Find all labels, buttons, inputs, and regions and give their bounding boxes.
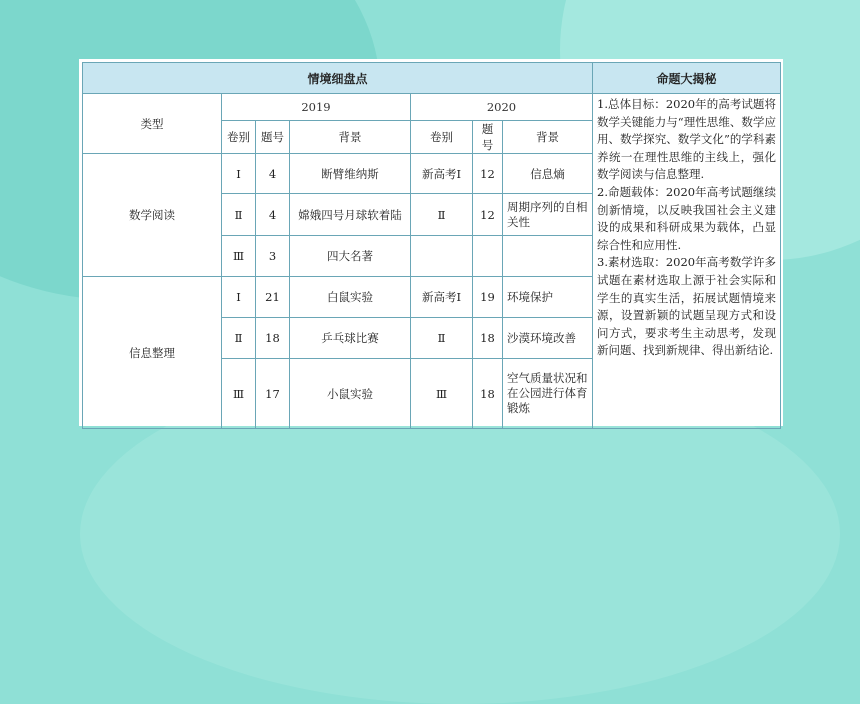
- year-2019-header: 2019: [222, 94, 411, 121]
- table-cell: 白鼠实验: [290, 277, 411, 318]
- table-cell: Ⅰ: [222, 277, 256, 318]
- table-cell: [473, 236, 503, 277]
- table-cell: 4: [256, 194, 290, 236]
- type-cell: 信息整理: [83, 277, 222, 429]
- table-cell: 空气质量状况和在公园进行体育锻炼: [503, 359, 593, 429]
- table-cell: Ⅲ: [411, 359, 473, 429]
- table-cell: 12: [473, 154, 503, 194]
- table-cell: 18: [473, 359, 503, 429]
- table-cell: [503, 236, 593, 277]
- table-cell: 新高考Ⅰ: [411, 277, 473, 318]
- content-panel: [79, 59, 783, 426]
- proposition-header: 命题大揭秘: [593, 63, 781, 94]
- table-cell: 断臂维纳斯: [290, 154, 411, 194]
- table-cell: 18: [473, 318, 503, 359]
- juanbie-header-2019: 卷别: [222, 121, 256, 154]
- table-cell: 信息熵: [503, 154, 593, 194]
- beijing-header-2020: 背景: [503, 121, 593, 154]
- note-3: 3.素材选取：2020年高考数学许多试题在素材选取上源于社会实际和学生的真实生活，拓展试题情境来源，设置新颖的试题呈现方式和设问方式，要求考生主动思考，发现新问题、找到新规律、得出新结论.: [597, 255, 776, 358]
- table-cell: 19: [473, 277, 503, 318]
- table-cell: [411, 236, 473, 277]
- info-table: [82, 62, 781, 429]
- table-cell: Ⅲ: [222, 359, 256, 429]
- type-column-header: 类型: [83, 94, 222, 154]
- table-cell: 18: [256, 318, 290, 359]
- note-1: 1.总体目标：2020年的高考试题将数学关键能力与“理性思维、数学应用、数学探究、数学文化”的学科素养统一在理性思维的主线上，强化数学阅读与信息整理.: [597, 97, 776, 182]
- juanbie-header-2020: 卷别: [411, 121, 473, 154]
- beijing-header-2019: 背景: [290, 121, 411, 154]
- table-cell: 环境保护: [503, 277, 593, 318]
- note-2: 2.命题载体：2020年高考试题继续创新情境，以反映我国社会主义建设的成果和科研成果为载体，凸显综合性和应用性.: [597, 184, 776, 252]
- table-cell: Ⅱ: [222, 194, 256, 236]
- table-cell: 小鼠实验: [290, 359, 411, 429]
- year-2020-header: 2020: [411, 94, 593, 121]
- table-cell: 周期序列的自相关性: [503, 194, 593, 236]
- table-cell: Ⅱ: [411, 194, 473, 236]
- table-cell: 17: [256, 359, 290, 429]
- table-cell: 沙漠环境改善: [503, 318, 593, 359]
- proposition-notes: [593, 94, 781, 429]
- tihao-header-2019: 题号: [256, 121, 290, 154]
- table-cell: Ⅰ: [222, 154, 256, 194]
- table-cell: 4: [256, 154, 290, 194]
- table-cell: Ⅱ: [411, 318, 473, 359]
- tihao-header-2020: 题号: [473, 121, 503, 154]
- table-cell: 3: [256, 236, 290, 277]
- table-cell: 12: [473, 194, 503, 236]
- type-cell: 数学阅读: [83, 154, 222, 277]
- situation-header: 情境细盘点: [83, 63, 593, 94]
- table-cell: Ⅲ: [222, 236, 256, 277]
- table-cell: 21: [256, 277, 290, 318]
- table-cell: 乒乓球比赛: [290, 318, 411, 359]
- table-cell: 四大名著: [290, 236, 411, 277]
- table-cell: Ⅱ: [222, 318, 256, 359]
- table-cell: 嫦娥四号月球软着陆: [290, 194, 411, 236]
- table-cell: 新高考Ⅰ: [411, 154, 473, 194]
